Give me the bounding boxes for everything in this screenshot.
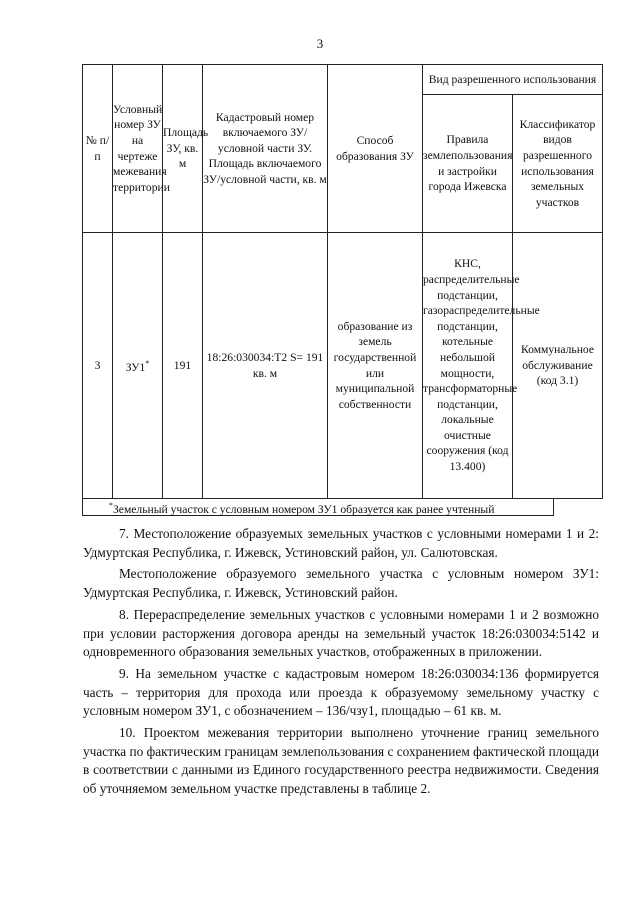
footnote-text: Земельный участок с условным номером ЗУ1 образуется как ранее учтенный [113, 502, 495, 516]
table-footnote [82, 498, 554, 516]
header-zu-number: Условный номер ЗУ на чертеже межевания территории [113, 65, 163, 233]
header-method: Способ образования ЗУ [328, 65, 423, 233]
footnote-mark: * [109, 501, 113, 510]
land-plot-table [82, 64, 603, 499]
cell-method: образование из земель государственной или муниципальной собственности [328, 233, 423, 499]
paragraph-9: 9. На земельном участке с кадастровым номером 18:26:030034:136 формируется часть – территория для прохода или проезда к образуемому земельному участку с условным номером ЗУ1, с обозначением – 136/чзу1, площадью – 61 кв. м. [83, 665, 599, 719]
cell-zu-number [113, 233, 163, 499]
cell-no: 3 [83, 233, 113, 499]
paragraph-8: 8. Перераспределение земельных участков с условными номерами 1 и 2 возможно при условии расторжения договора аренды на земельный участок 18:26:030034:5142 и одновременного образования земельных участков, отображенных в приложении. [83, 606, 599, 660]
header-classifier: Классификатор видов разрешенного использования земельных участков [513, 95, 603, 233]
footnote-marker: * [145, 358, 150, 368]
table-row [83, 233, 603, 499]
page-number: 3 [316, 36, 324, 51]
table-header-row [83, 65, 603, 95]
cell-classifier: Коммунальное обслуживание (код 3.1) [513, 233, 603, 499]
header-no: № п/п [83, 65, 113, 233]
header-cadastral: Кадастровый номер включаемого ЗУ/ условной части ЗУ. Площадь включаемого ЗУ/условной части, кв. м [203, 65, 328, 233]
header-area: Площадь ЗУ, кв. м [163, 65, 203, 233]
zu-number-text: ЗУ1 [125, 360, 146, 374]
cell-area: 191 [163, 233, 203, 499]
header-rules: Правила землепользования и застройки города Ижевска [423, 95, 513, 233]
body-text [83, 525, 599, 802]
header-permitted-use: Вид разрешенного использования [423, 65, 603, 95]
paragraph-10: 10. Проектом межевания территории выполнено уточнение границ земельного участка по фактическим границам землепользования с сохранением фактической площади в соответствии с данными из Единого государственного реестра недвижимости. Сведения об уточняемом земельном участке представлены в таблице 2. [83, 725, 599, 797]
cell-rules: КНС, распределительные подстанции, газораспределительные подстанции, котельные небольшой мощности, трансформаторные подстанции, локальные очистные сооружения (код 13.400) [423, 233, 513, 499]
paragraph-7-location: Местоположение образуемого земельного участка с условным номером ЗУ1: Удмуртская Республика, г. Ижевск, Устиновский район. [83, 566, 599, 601]
paragraph-7: 7. Местоположение образуемых земельных участков с условными номерами 1 и 2: Удмуртская Республика, г. Ижевск, Устиновский район, ул. Салютовская. [83, 526, 599, 560]
cell-cadastral: 18:26:030034:Т2 S= 191 кв. м [203, 233, 328, 499]
